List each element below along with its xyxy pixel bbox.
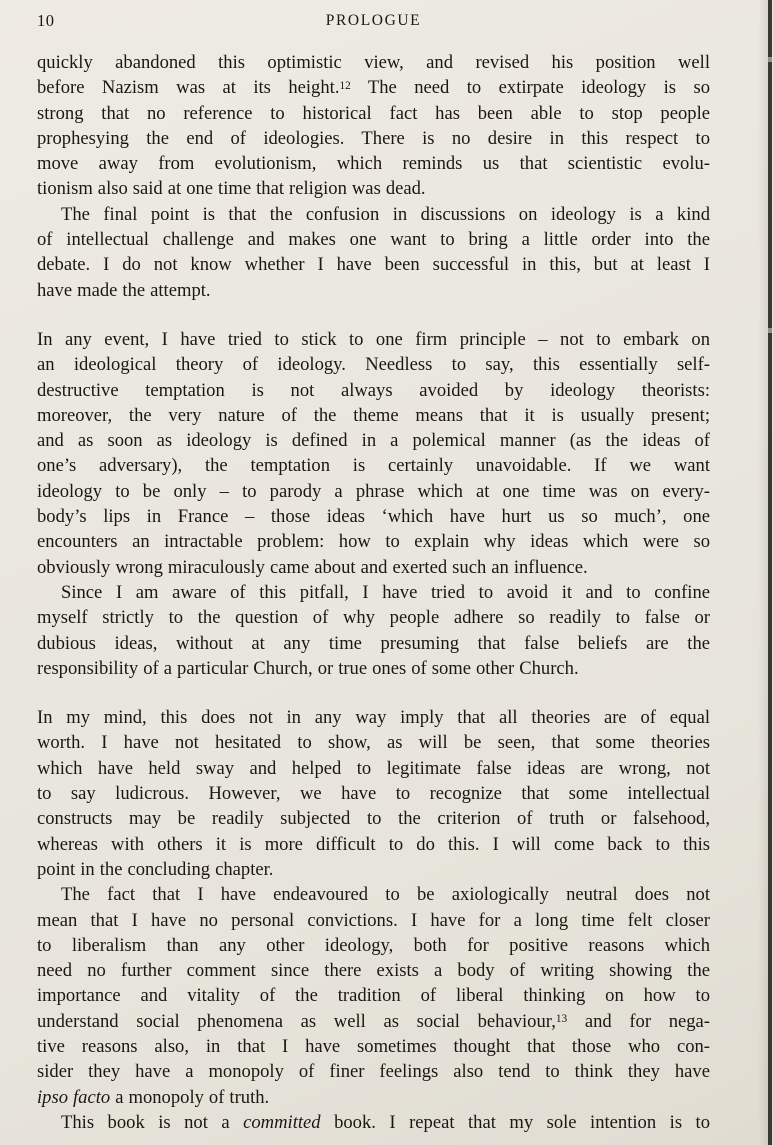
text-line: The fact that I have endeavoured to be axiologically neutral does not: [61, 884, 710, 906]
text-line: importance and vitality of the tradition of liberal thinking on how to: [37, 985, 710, 1007]
text-line: Since I am aware of this pitfall, I have tried to avoid it and to confine: [61, 581, 710, 603]
text-line: In my mind, this does not in any way imply that all theories are of equal: [37, 707, 710, 729]
text-line: ideology to be only – to parody a phrase which at one time was on every-: [37, 480, 710, 502]
paragraph: [37, 202, 710, 303]
paragraph: [37, 50, 710, 202]
text-line: obviously wrong miraculously came about and exerted such an influence.: [37, 556, 588, 578]
text-line: move away from evolutionism, which reminds us that scientistic evolu-: [37, 153, 710, 175]
text-line: to say ludicrous. However, we have to recognize that some intellectual: [37, 783, 710, 805]
text-line: quickly abandoned this optimistic view, and revised his position well: [37, 52, 710, 73]
text-line: The final point is that the confusion in discussions on ideology is a kind: [61, 203, 710, 225]
paragraph: [37, 1110, 710, 1135]
text-line: dubious ideas, without at any time presuming that false beliefs are the: [37, 632, 710, 654]
text-line: tionism also said at one time that religion was dead.: [37, 178, 426, 200]
text-line: which have held sway and helped to legitimate false ideas are wrong, not: [37, 757, 710, 779]
text-line: sider they have a monopoly of finer feelings also tend to think they have: [37, 1061, 710, 1083]
text-line: mean that I have no personal convictions. I have for a long time felt closer: [37, 909, 710, 931]
text-line: myself strictly to the question of why people adhere so readily to false or: [37, 607, 710, 629]
text-line: responsibility of a particular Church, or true ones of some other Church.: [37, 657, 579, 679]
page-header: [37, 11, 710, 33]
running-head: PROLOGUE: [325, 12, 422, 29]
text-line: and as soon as ideology is defined in a polemical manner (as the ideas of: [37, 430, 710, 452]
scan-artifact-notch: [768, 57, 772, 62]
paragraph: [37, 327, 710, 580]
text-line: moreover, the very nature of the theme means that it is usually present;: [37, 404, 710, 426]
text-line: one’s adversary), the temptation is certainly unavoidable. If we want: [37, 455, 710, 477]
text-line: In any event, I have tried to stick to one firm principle – not to embark on: [37, 328, 710, 350]
page-number: 10: [37, 11, 55, 30]
text-line: whereas with others it is more difficult to do this. I will come back to this: [37, 833, 710, 855]
text-line: ipso facto a monopoly of truth.: [37, 1086, 270, 1108]
page-edge-shadow: [758, 0, 768, 1145]
text-line: This book is not a committed book. I repeat that my sole intention is to: [61, 1111, 711, 1133]
text-line: point in the concluding chapter.: [37, 858, 274, 880]
paragraph: [37, 705, 710, 882]
paragraph: [37, 580, 710, 681]
text-line: destructive temptation is not always avoided by ideology theorists:: [37, 379, 710, 401]
text-line: before Nazism was at its height.$^{12}$ The need to extirpate ideology is so: [37, 77, 710, 99]
text-line: worth. I have not hesitated to show, as will be seen, that some theories: [37, 732, 710, 754]
text-line: have made the attempt.: [37, 279, 211, 301]
text-line: prophesying the end of ideologies. There is no desire in this respect to: [37, 127, 710, 149]
page-edge-line: [768, 0, 772, 1145]
text-line: encounters an intractable problem: how to explain why ideas which were so: [37, 531, 710, 553]
text-line: debate. I do not know whether I have been successful in this, but at least I: [37, 254, 710, 276]
text-line: of intellectual challenge and makes one want to bring a little order into the: [37, 229, 710, 251]
page-body: [37, 50, 710, 1135]
paragraph: [37, 882, 710, 1110]
text-line: strong that no reference to historical fact has been able to stop people: [37, 102, 710, 124]
text-line: body’s lips in France – those ideas ‘which have hurt us so much’, one: [37, 506, 710, 528]
text-line: need no further comment since there exists a body of writing showing the: [37, 960, 710, 982]
text-line: understand social phenomena as well as social behaviour,$^{13}$ and for nega-: [37, 1010, 710, 1032]
text-line: tive reasons also, in that I have sometimes thought that those who con-: [37, 1035, 710, 1057]
text-line: an ideological theory of ideology. Needless to say, this essentially self-: [37, 354, 710, 376]
text-line: constructs may be readily subjected to the criterion of truth or falsehood,: [37, 808, 710, 830]
scan-artifact-notch: [768, 328, 772, 333]
text-line: to liberalism than any other ideology, both for positive reasons which: [37, 934, 710, 956]
